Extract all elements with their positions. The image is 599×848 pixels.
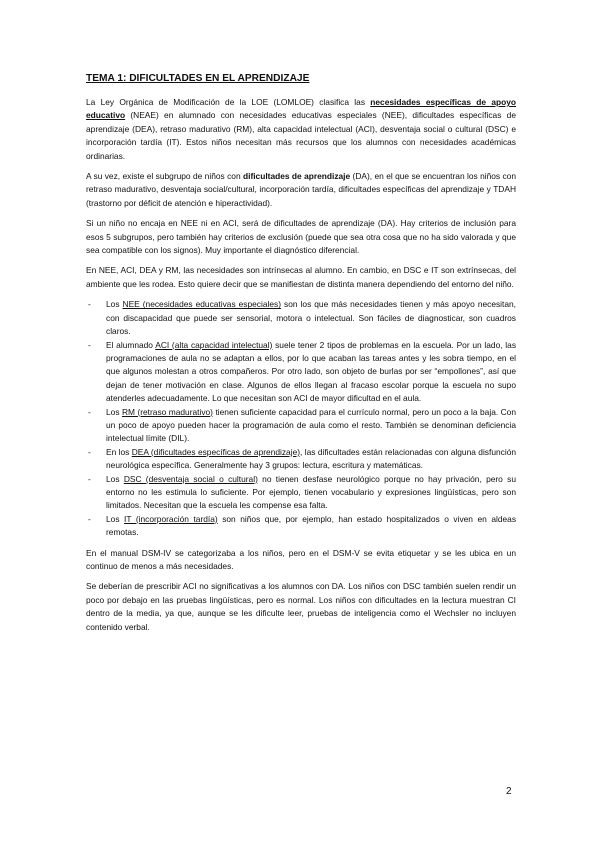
list-item-pre: Los [106,473,124,484]
list-item-it [86,513,516,540]
list-item-post: suele tener 2 tipos de problemas en la escuela. Por un lado, las programaciones de aula no se adaptan a ellos, por lo que acaban las tareas antes y les sobra tiempo, en el que algunos molestan a otros compañeros. Por otro lado, son objeto de burlas por ser “empollones”, así que dejan de tener motivación en clase. Algunos de ellos llegan al fracaso escolar porque la escuela no supo atenderles adecuadamente. Lo que necesitan son ACI de mayor dificultad en el aula. [106,339,517,404]
p2-term-da: dificultades de aprendizaje [243,171,351,182]
list-item-pre: El alumnado [106,339,156,350]
list-item-post: , las dificultades están relacionadas con alguna disfunción neurológica específica. Generalmente hay 3 grupos: lectura, escritura y matemáticas. [106,446,517,471]
list-item-pre: Los [106,513,125,524]
list-item-aci [86,339,516,406]
list-dash: - [88,339,91,350]
list-item-pre: En los [106,446,132,457]
list-item-term: ACI (alta capacidad intelectual) [155,339,273,350]
list-dash: - [88,473,91,484]
list-item-dsc [86,473,516,513]
paragraph-aci-prescription: Se deberían de prescribir ACI no significativas a los alumnos con DA. Los niños con DSC también suelen rendir un poco por debajo en las pruebas lingüísticas, pero es normal. Los niños con dificultades en la lectura muestran CI dentro de la media, ya que, aunque se les dificulte leer, pruebas de inteligencia como el Wechsler no incluyen contenido verbal. [86,581,516,632]
list-item-dea [86,446,516,473]
list-dash: - [88,406,91,417]
p1-term-neae: necesidades específicas de apoyo educativo [86,97,516,121]
p2-text-a: A su vez, existe el subgrupo de niños con [86,171,243,182]
list-item-nee [86,298,516,338]
list-item-post: son los que más necesidades tienen y más apoyo necesitan, con discapacidad que puede ser sensorial, motora o intelectual. Son fáciles de diagnosticar, son cuadros claros. [106,299,517,337]
p1-text-a: La Ley Orgánica de Modificación de la LOE (LOMLOE) clasifica las [86,97,371,107]
list-dash: - [88,446,91,457]
document-title [86,72,516,86]
list-item-post: no tienen desfase neurológico porque no hay privación, pero su entorno no les estimula lo suficiente. Por ejemplo, tienen vocabulario y expresiones lingüísticas, pero son limitados. Necesitan que la escuela les compense esa falta. [106,473,516,511]
p2-text-b: (DA), en el que se encuentran los niños con retraso madurativo, desventaja social/cultural, incorporación tardía, dificultades específicas del aprendizaje y TDAH (trastorno por déficit de atención e hiperactividad). [86,171,516,208]
paragraph-intrinsic-extrinsic: En NEE, ACI, DEA y RM, las necesidades son intrínsecas al alumno. En cambio, en DSC e IT son extrínsecas, del ambiente que les rodea. Esto quiere decir que se manifiestan de distinta manera dependiendo del entorno del niño. [86,265,516,289]
paragraph-neae [86,96,516,163]
paragraph-da-subgroup [86,170,516,210]
list-item-term: NEE (necesidades educativas especiales) [122,299,282,310]
list-item-rm [86,406,516,446]
paragraph-dsm: En el manual DSM-IV se categorizaba a los niños, pero en el DSM-V se evita etiquetar y se les ubica en un continuo de menos a más necesidades. [86,547,516,571]
page-number: 2 [506,786,512,797]
list-dash: - [88,513,91,524]
list-item-post: tienen suficiente capacidad para el currículo normal, pero un poco a la baja. Con un poco de apoyo pueden hacer la programación de aula como el resto. También se denominan deficiencia intelectual límite (DIL). [106,406,516,444]
list-item-pre: Los [106,406,122,417]
list-item-pre: Los [106,299,123,310]
list-dash: - [88,299,91,310]
list-item-term: DEA (dificultades específicas de aprendizaje) [131,446,301,457]
title-text: TEMA 1: DIFICULTADES EN EL APRENDIZAJE [86,73,310,84]
list-item-term: RM (retraso madurativo) [121,406,213,417]
paragraph-criteria: Si un niño no encaja en NEE ni en ACI, será de dificultades de aprendizaje (DA). Hay criterios de inclusión para esos 5 subgrupos, pero también hay criterios de exclusión (puede que sea otra cosa que no ha sido valorada y que sea compatible con los signos). Muy importante el diagnóstico diferencial. [86,218,516,256]
list-item-term: IT (incorporación tardía) [124,513,218,524]
list-item-term: DSC (desventaja social o cultural) [123,473,258,484]
category-list [86,298,516,539]
p1-text-b: (NEAE) en alumnado con necesidades educativas especiales (NEE), dificultades específicas de aprendizaje (DEA), retraso madurativo (RM), alta capacidad intelectual (ACI), desventaja social o cultural (DSC) e incorporación tardía (IT). Estos niños necesitan más recursos que los alumnos con necesidades académicas ordinarias. [86,110,516,161]
list-item-post: son niños que, por ejemplo, han estado hospitalizados o viven en aldeas remotas. [106,513,517,538]
document-body [86,72,516,641]
